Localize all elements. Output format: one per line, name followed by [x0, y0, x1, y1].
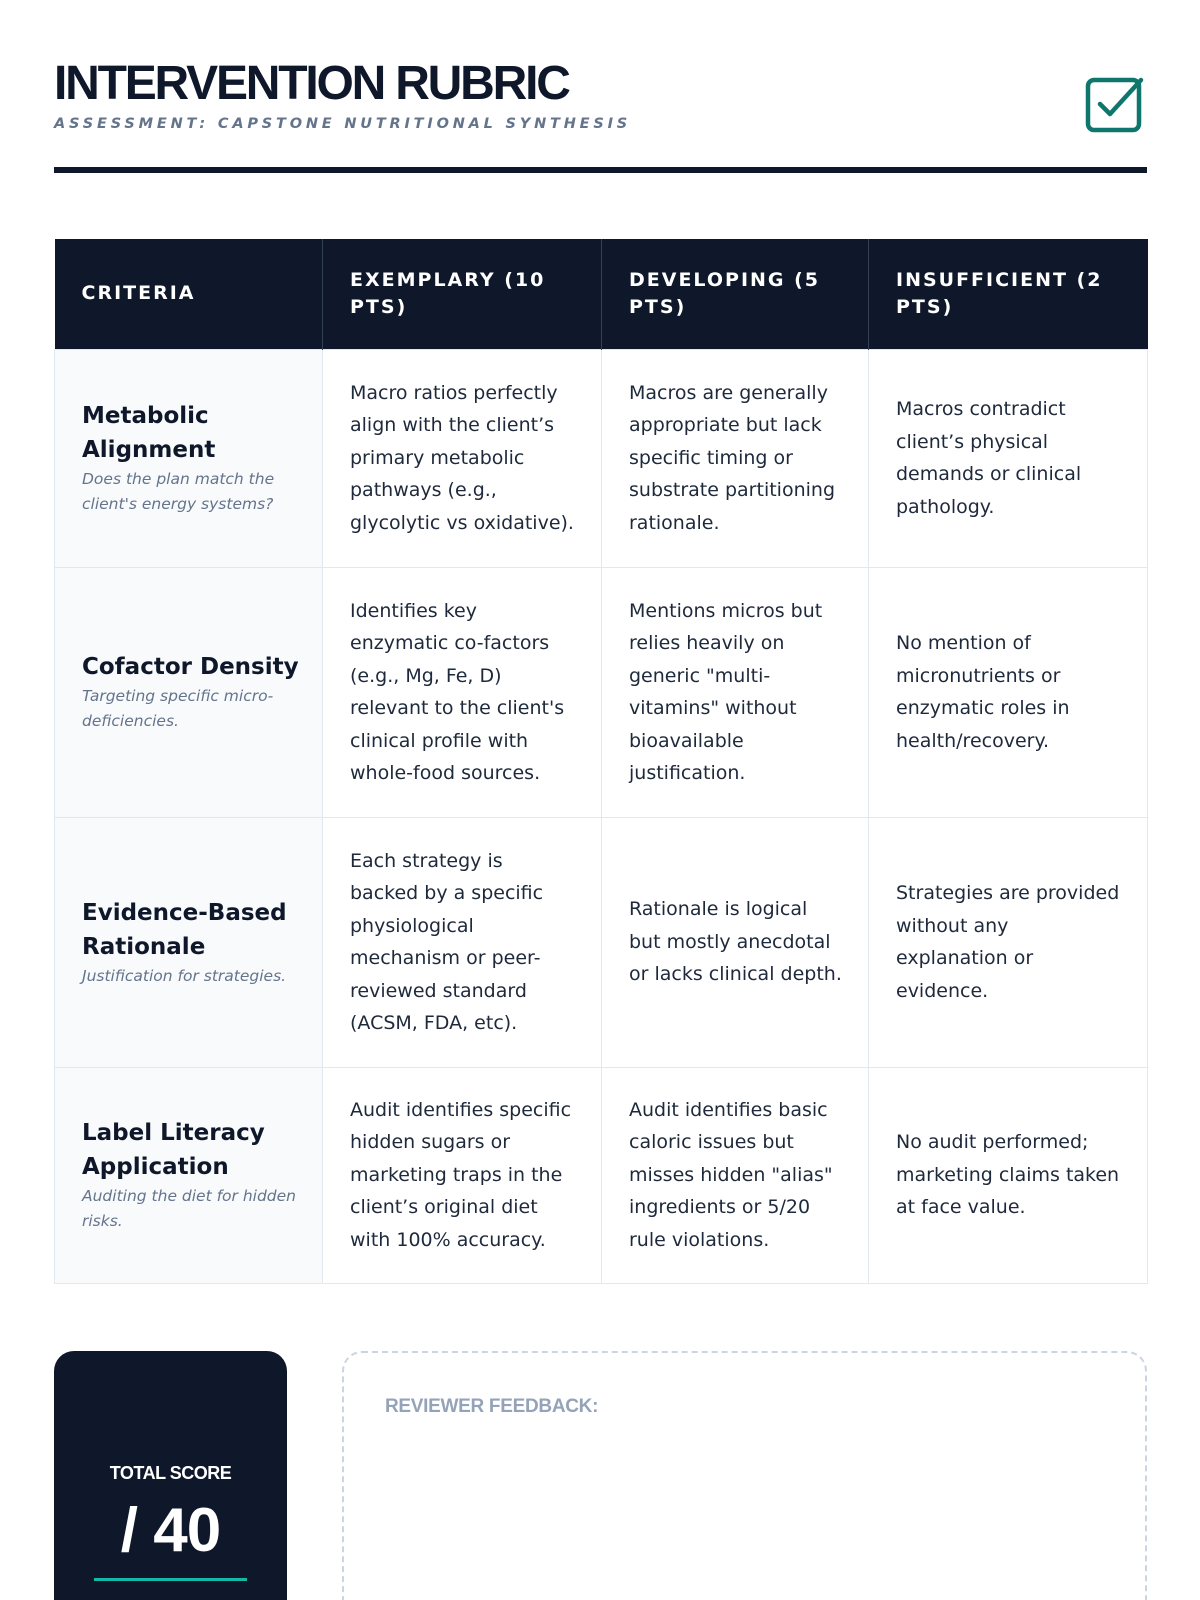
insufficient-cell: No mention of micronutrients or enzymatic roles in health/recovery.: [869, 567, 1148, 817]
criteria-description: Targeting specific micro-deficiencies.: [82, 687, 274, 730]
developing-cell: Mentions micros but relies heavily on generic "multi-vitamins" without bioavailable justification.: [602, 567, 869, 817]
developing-cell: Audit identifies basic caloric issues but misses hidden "alias" ingredients or 5/20 rule violations.: [602, 1067, 869, 1283]
page-subtitle: ASSESSMENT: CAPSTONE NUTRITIONAL SYNTHESIS: [54, 116, 632, 132]
table-row: [55, 567, 1148, 817]
criteria-name: Cofactor Density: [82, 654, 299, 680]
criteria-cell: [55, 349, 323, 567]
criteria-name: Label Literacy Application: [82, 1120, 265, 1180]
column-header-criteria: CRITERIA: [55, 239, 323, 349]
criteria-name: Metabolic Alignment: [82, 403, 216, 463]
total-score-card: [54, 1351, 287, 1600]
developing-cell: Macros are generally appropriate but lack specific timing or substrate partitioning rationale.: [602, 349, 869, 567]
table-row: [55, 1067, 1148, 1283]
insufficient-cell: Macros contradict client’s physical demands or clinical pathology.: [869, 349, 1148, 567]
exemplary-cell: Identifies key enzymatic co-factors (e.g., Mg, Fe, D) relevant to the client's clinical profile with whole-food sources.: [323, 567, 602, 817]
exemplary-cell: Each strategy is backed by a specific physiological mechanism or peer-reviewed standard (ACSM, FDA, etc).: [323, 817, 602, 1067]
exemplary-cell: Macro ratios perfectly align with the client’s primary metabolic pathways (e.g., glycolytic vs oxidative).: [323, 349, 602, 567]
rubric-table: [54, 239, 1148, 1284]
criteria-name: Evidence-Based Rationale: [82, 899, 287, 960]
criteria-description: Justification for strategies.: [82, 966, 287, 985]
column-header-exemplary: EXEMPLARY (10 PTS): [323, 239, 602, 349]
reviewer-feedback-box[interactable]: [342, 1351, 1147, 1600]
insufficient-cell: Strategies are provided without any explanation or evidence.: [869, 817, 1148, 1067]
header: [54, 58, 1147, 173]
column-header-developing: DEVELOPING (5 PTS): [602, 239, 869, 349]
table-row: [55, 817, 1148, 1067]
total-score-label: TOTAL SCORE: [109, 1463, 232, 1483]
column-header-insufficient: INSUFFICIENT (2 PTS): [869, 239, 1148, 349]
developing-cell: Rationale is logical but mostly anecdotal or lacks clinical depth.: [602, 817, 869, 1067]
insufficient-cell: No audit performed; marketing claims taken at face value.: [869, 1067, 1148, 1283]
criteria-cell: [55, 1067, 323, 1283]
table-row: [55, 349, 1148, 567]
exemplary-cell: Audit identifies specific hidden sugars or marketing traps in the client’s original diet with 100% accuracy.: [323, 1067, 602, 1283]
checkbox-checked-icon: [1085, 74, 1145, 134]
reviewer-feedback-label: REVIEWER FEEDBACK:: [385, 1396, 599, 1417]
page-title: INTERVENTION RUBRIC: [54, 57, 569, 110]
criteria-cell: [55, 817, 323, 1067]
criteria-description: Does the plan match the client's energy systems?: [82, 470, 275, 513]
score-underline: [94, 1578, 247, 1581]
criteria-description: Auditing the diet for hidden risks.: [82, 1187, 297, 1230]
criteria-cell: [55, 567, 323, 817]
table-header-row: [55, 239, 1148, 349]
total-score-value: / 40: [120, 1496, 221, 1565]
